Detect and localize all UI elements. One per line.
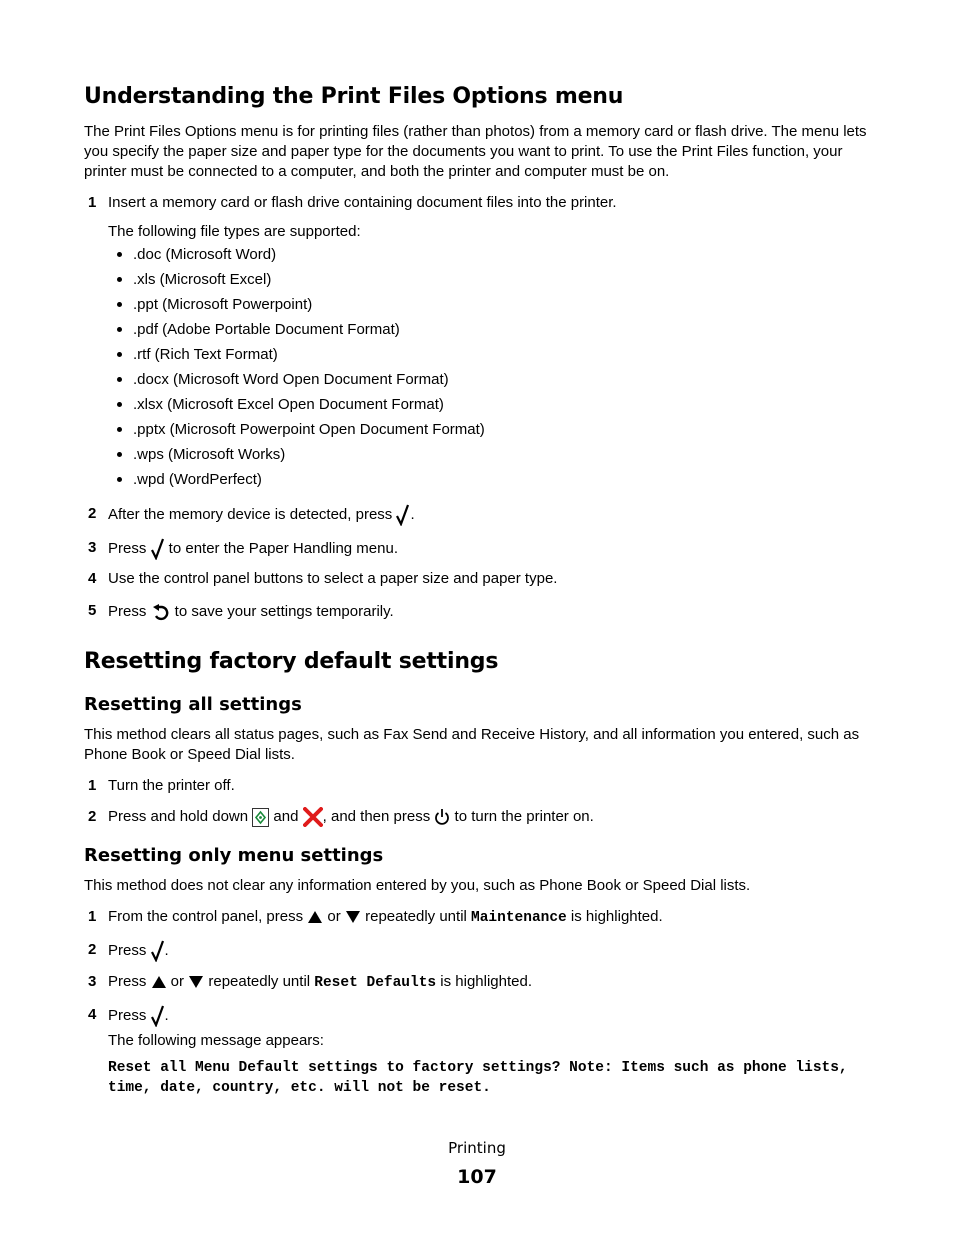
cancel-x-icon [303,807,323,827]
checkmark-icon [151,1005,165,1027]
list-item: .wpd (WordPerfect) [108,467,874,492]
print-files-step-3: 3 Press to enter the Paper Handling menu. [84,538,874,560]
reset-menu-step-3: 3 Press or repeatedly until Reset Defaults is highlighted. [88,973,533,992]
list-item: .xls (Microsoft Excel) [108,267,874,292]
print-files-step-2: 2 After the memory device is detected, press . [84,504,874,526]
list-item: .pptx (Microsoft Powerpoint Open Document Format) [108,417,874,442]
down-arrow-icon [188,975,204,989]
subsection-title-reset-all: Resetting all settings [84,694,302,715]
section-title-reset-factory: Resetting factory default settings [84,649,499,674]
section-title-print-files-options: Understanding the Print Files Options menu [84,84,624,109]
up-arrow-icon [151,975,167,989]
reset-menu-step-2: 2 Press . [84,940,874,962]
up-arrow-icon [307,910,323,924]
print-files-step-5: 5 Press to save your settings temporarily. [84,601,874,623]
print-files-intro: The Print Files Options menu is for printing files (rather than photos) from a memory card or flash drive. The menu lets you specify the paper size and paper type for the documents you want to print. To use the Print Files function, your printer must be connected to a computer, and both the printer and computer must be on. [84,123,867,180]
subsection-title-reset-menu: Resetting only menu settings [84,845,384,867]
print-files-step-4: 4 Use the control panel buttons to select a paper size and paper type. [88,570,558,587]
message-intro: The following message appears: [108,1032,324,1050]
list-item: .doc (Microsoft Word) [108,242,874,267]
checkmark-icon [151,538,165,560]
file-types-list [84,242,874,492]
list-item: .docx (Microsoft Word Open Document Format) [108,367,874,392]
menu-item-code: Reset Defaults [314,975,437,992]
reset-all-step-1: 1 Turn the printer off. [88,777,235,794]
reset-menu-intro: This method does not clear any information entered by you, such as Phone Book or Speed Dial lists. [84,877,751,895]
page-number: 107 [457,1166,497,1188]
power-icon [434,808,450,826]
back-arrow-icon [151,601,171,623]
reset-menu-step-1: 1 From the control panel, press or repeatedly until Maintenance is highlighted. [88,908,663,927]
reset-menu-step-4: 4 Press . [84,1005,874,1027]
list-item: .rtf (Rich Text Format) [108,342,874,367]
checkmark-icon [396,504,410,526]
menu-item-code: Maintenance [471,910,567,927]
footer-section: Printing [448,1139,506,1157]
reset-all-step-2: 2 Press and hold down and , and then press to turn the printer on. [84,807,874,827]
checkmark-icon [151,940,165,962]
list-item: .xlsx (Microsoft Excel Open Document Format) [108,392,874,417]
list-item: .pdf (Adobe Portable Document Format) [108,317,874,342]
start-icon [252,808,269,827]
list-item: .ppt (Microsoft Powerpoint) [108,292,874,317]
down-arrow-icon [345,910,361,924]
reset-message: Reset all Menu Default settings to factory settings? Note: Items such as phone lists, time, date, country, etc. will not be reset. [108,1060,848,1097]
reset-all-intro: This method clears all status pages, such as Fax Send and Receive History, and all information you entered, such as Phone Book or Speed Dial lists. [84,726,860,763]
file-types-intro: The following file types are supported: [108,223,361,240]
page-content [84,82,874,1098]
list-item: .wps (Microsoft Works) [108,442,874,467]
print-files-step-1: 1 Insert a memory card or flash drive containing document files into the printer. [88,194,617,211]
